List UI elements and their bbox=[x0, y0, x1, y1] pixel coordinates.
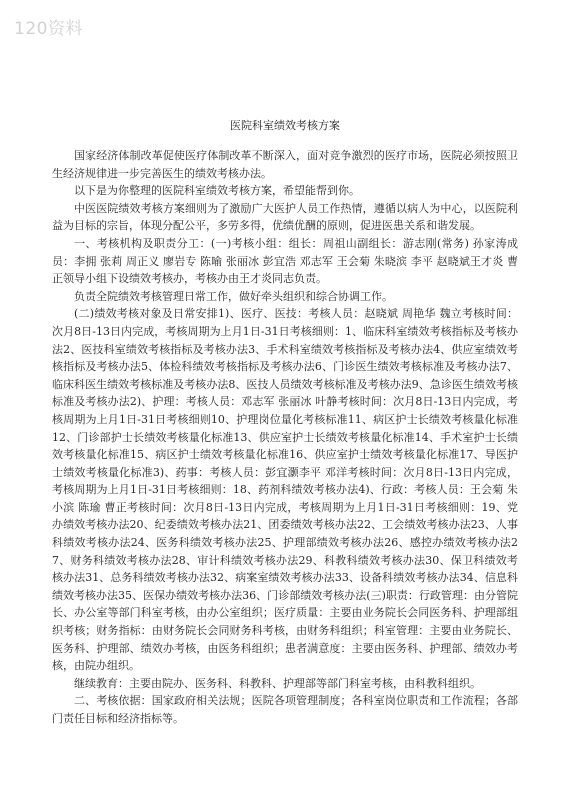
paragraph-principle: 中医医院绩效考核方案细则为了激励广大医护人员工作热情，遵循以病人为中心，以医院利益为目标的宗旨，体现分配公平，多劳多得，优绩优酬的原则，促进医患关系和谐发展。 bbox=[52, 201, 518, 233]
paragraph-organization: 一、考核机构及职责分工：(一)考核小组：组长：周祖山副组长：游志刚(常务) 孙家涛成员：李拥 张莉 周正义 廖岩专 陈喻 张丽冰 彭宜浩 邓志军 王会菊 朱晓滨 李平 赵晓斌王才炎 曹正领导小组下设绩效考核办，考核办由王才炎同志负责。 bbox=[52, 236, 518, 286]
paragraph-basis: 二、考核依据：国家政府相关法规；医院各项管理制度；各科室岗位职责和工作流程；各部门责任目标和经济指标等。 bbox=[52, 694, 518, 725]
paragraph-responsibility: 负责全院绩效考核管理日常工作，做好牵头组织和综合协调工作。 bbox=[74, 289, 393, 303]
watermark-logo: 120资料 bbox=[14, 19, 83, 39]
paragraph-schedule: (二)绩效考核对象及日常安排1)、医疗、医技：考核人员：赵晓斌 周艳华 魏立考核时间：次月8日-13日内完成，考核周期为上月1日-31日考核细则：1、临床科室绩效考核指标及考核办法2、医技科室绩效考核指标及考核办法3、手术科室绩效考核指标及考核办法4、供应室绩效考核指标及考核办法5、体检科绩效考核指标及考核办法6、门诊医生绩效考核标准及考核办法7、临床科医生绩效考核标准及考核办法8、医技人员绩效考核标准及考核办法9、急诊医生绩效考核标准及考核办法2)、护理：考核人员：邓志军 张丽冰 叶静考核时间：次月8日-13日内完成，考核周期为上月1日-31日考核细则10、护理岗位量化考核标准11、病区护士长绩效考核量化标准12、门诊部护士长绩效考核量化标准13、供应室护士长绩效考核量化标准14、手术室护士长绩效考核量化标准15、病区护士绩效考核量化标准16、供应室护士绩效考核量化标准17、导医护士绩效考核量化标准3)、药事：考核人员：彭宜灏李平 邓洋考核时间：次月8日-13日内完成，考核周期为上月1日-31日考核细则：18、药剂科绩效考核办法4)、行政：考核人员：王会菊 朱小滨 陈瑜 曹正考核时间：次月8日-13日内完成，考核周期为上月1日-31日考核细则：19、党办绩效考核办法20、纪委绩效考核办法21、团委绩效考核办法22、工会绩效考核办法23、人事科绩效考核办法24、医务科绩效考核办法25、护理部绩效考核办法26、感控办绩效考核办法27、财务科绩效考核办法28、审计科绩效考核办法29、科教科绩效考核办法30、保卫科绩效考核办法31、总务科绩效考核办法32、病案室绩效考核办法33、设备科绩效考核办法34、信息科绩效考核办法35、医保办绩效考核办法36、门诊部绩效考核办法(三)职责：行政管理：由分管院长、办公室等部门科室考核，由办公室组织；医疗质量：主要由业务院长会同医务科、护理部组织考核；财务指标：由财务院长会同财务科考核，由财务科组织；科室管理：主要由业务院长、医务科、护理部、绩效办考核，由医务科组织；患者满意度：主要由医务科、护理部、绩效办考核，由院办组织。 bbox=[52, 307, 518, 673]
document-title: 医院科室绩效考核方案 bbox=[230, 119, 340, 132]
paragraph-note: 以下是为你整理的医院科室绩效考核方案，希望能帮到你。 bbox=[74, 184, 360, 198]
document-body bbox=[52, 118, 518, 728]
paragraph-education: 继续教育：主要由院办、医务科、科教科、护理部等部门科室考核，由科教科组织。 bbox=[74, 676, 481, 690]
paragraph-intro: 国家经济体制改革促使医疗体制改革不断深入，面对竞争激烈的医疗市场，医院必须按照卫生经济规律进一步完善医生的绩效考核办法。 bbox=[52, 149, 518, 180]
